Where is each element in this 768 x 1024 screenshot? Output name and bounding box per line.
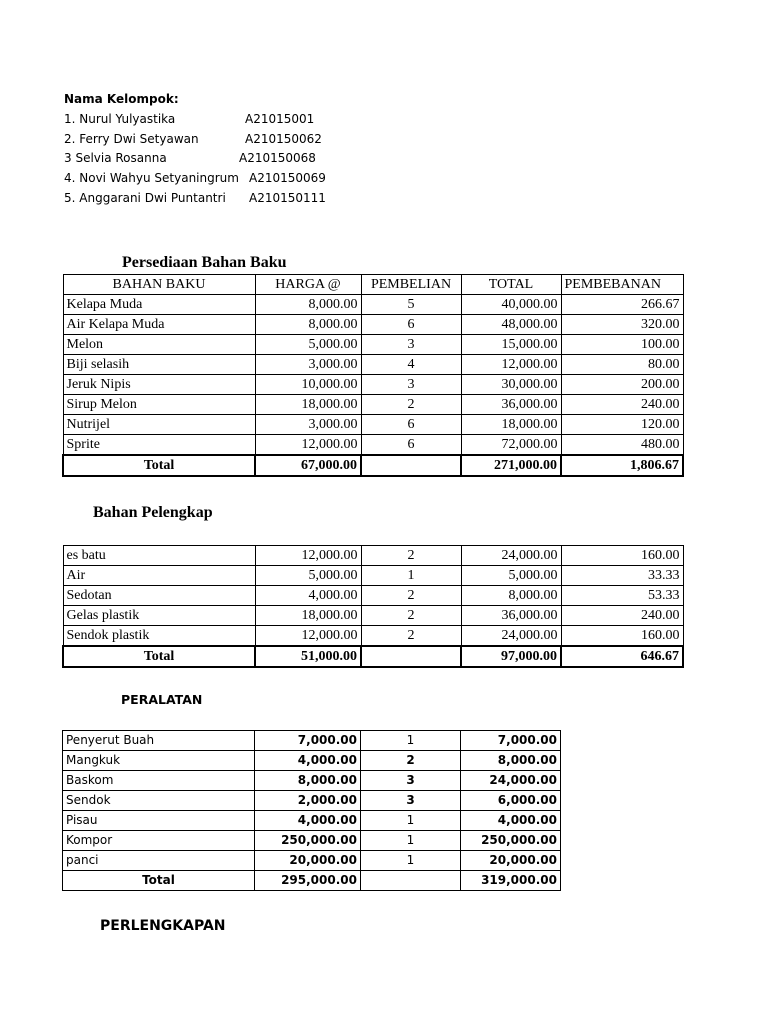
total-price: 4,000.00 — [461, 811, 561, 831]
quantity: 2 — [361, 606, 461, 626]
allocation: 320.00 — [561, 315, 683, 335]
item-name: Melon — [63, 335, 255, 355]
table-row — [63, 731, 561, 751]
total-price: 6,000.00 — [461, 791, 561, 811]
total-price: 40,000.00 — [461, 295, 561, 315]
unit-price: 10,000.00 — [255, 375, 361, 395]
table-row — [63, 851, 561, 871]
item-name: Sirup Melon — [63, 395, 255, 415]
perlengkapan-title: PERLENGKAPAN — [100, 918, 226, 934]
quantity: 2 — [361, 751, 461, 771]
unit-price: 20,000.00 — [255, 851, 361, 871]
table-row — [63, 751, 561, 771]
quantity: 2 — [361, 546, 461, 566]
group-members — [64, 90, 326, 209]
total-price: 271,000.00 — [461, 455, 561, 476]
total-unit-price: 67,000.00 — [255, 455, 361, 476]
quantity: 1 — [361, 831, 461, 851]
quantity: 3 — [361, 771, 461, 791]
table-row — [63, 626, 683, 647]
bahan-baku-table — [62, 274, 684, 477]
member-row — [64, 110, 315, 130]
group-heading: Nama Kelompok: — [64, 92, 179, 106]
table-row — [63, 606, 683, 626]
item-name: Pisau — [63, 811, 255, 831]
total-unit-price: 295,000.00 — [255, 871, 361, 891]
table-row — [63, 771, 561, 791]
quantity: 1 — [361, 566, 461, 586]
item-name: Jeruk Nipis — [63, 375, 255, 395]
item-name: Biji selasih — [63, 355, 255, 375]
allocation: 480.00 — [561, 435, 683, 456]
bahan-baku-title: Persediaan Bahan Baku — [122, 254, 287, 271]
table-row — [63, 546, 683, 566]
member-row — [64, 130, 322, 150]
unit-price: 250,000.00 — [255, 831, 361, 851]
table-row — [63, 295, 683, 315]
unit-price: 18,000.00 — [255, 606, 361, 626]
member-id: A210150062 — [245, 131, 322, 146]
total-label: Total — [63, 455, 255, 476]
total-row — [63, 871, 561, 891]
unit-price: 8,000.00 — [255, 771, 361, 791]
member-id: A210150068 — [239, 151, 316, 166]
quantity: 3 — [361, 335, 461, 355]
item-name: Sendok plastik — [63, 626, 255, 647]
item-name: Air Kelapa Muda — [63, 315, 255, 335]
total-row — [63, 646, 683, 667]
total-price: 48,000.00 — [461, 315, 561, 335]
total-label: Total — [63, 646, 255, 667]
quantity: 3 — [361, 375, 461, 395]
column-header: BAHAN BAKU — [63, 275, 255, 295]
allocation: 100.00 — [561, 335, 683, 355]
total-quantity — [361, 871, 461, 891]
quantity: 6 — [361, 435, 461, 456]
item-name: Mangkuk — [63, 751, 255, 771]
allocation: 33.33 — [561, 566, 683, 586]
member-row — [64, 149, 316, 169]
total-row — [63, 455, 683, 476]
item-name: Sedotan — [63, 586, 255, 606]
allocation: 240.00 — [561, 606, 683, 626]
table-row — [63, 375, 683, 395]
total-price: 72,000.00 — [461, 435, 561, 456]
quantity: 6 — [361, 415, 461, 435]
total-price: 250,000.00 — [461, 831, 561, 851]
item-name: Sendok — [63, 791, 255, 811]
unit-price: 4,000.00 — [255, 811, 361, 831]
allocation: 200.00 — [561, 375, 683, 395]
total-allocation: 646.67 — [561, 646, 683, 667]
item-name: Penyerut Buah — [63, 731, 255, 751]
total-price: 24,000.00 — [461, 626, 561, 647]
allocation: 80.00 — [561, 355, 683, 375]
quantity: 6 — [361, 315, 461, 335]
quantity: 1 — [361, 811, 461, 831]
member-id: A210150111 — [249, 190, 326, 205]
item-name: Kelapa Muda — [63, 295, 255, 315]
total-allocation: 1,806.67 — [561, 455, 683, 476]
total-price: 8,000.00 — [461, 751, 561, 771]
unit-price: 12,000.00 — [255, 435, 361, 456]
unit-price: 18,000.00 — [255, 395, 361, 415]
unit-price: 3,000.00 — [255, 355, 361, 375]
member-row — [64, 189, 326, 209]
item-name: Gelas plastik — [63, 606, 255, 626]
member-name: 2. Ferry Dwi Setyawan — [64, 131, 199, 146]
total-price: 18,000.00 — [461, 415, 561, 435]
table-row — [63, 831, 561, 851]
total-price: 30,000.00 — [461, 375, 561, 395]
total-label: Total — [63, 871, 255, 891]
table-row — [63, 355, 683, 375]
total-price: 12,000.00 — [461, 355, 561, 375]
table-row — [63, 415, 683, 435]
quantity: 1 — [361, 851, 461, 871]
total-quantity — [361, 646, 461, 667]
unit-price: 5,000.00 — [255, 566, 361, 586]
allocation: 53.33 — [561, 586, 683, 606]
allocation: 160.00 — [561, 626, 683, 647]
table-row — [63, 586, 683, 606]
unit-price: 8,000.00 — [255, 315, 361, 335]
member-name: 3 Selvia Rosanna — [64, 151, 167, 166]
unit-price: 4,000.00 — [255, 751, 361, 771]
allocation: 240.00 — [561, 395, 683, 415]
item-name: panci — [63, 851, 255, 871]
column-header: TOTAL — [461, 275, 561, 295]
member-row — [64, 169, 326, 189]
allocation: 266.67 — [561, 295, 683, 315]
item-name: Air — [63, 566, 255, 586]
quantity: 3 — [361, 791, 461, 811]
table-header-row — [63, 275, 683, 295]
quantity: 2 — [361, 586, 461, 606]
item-name: Baskom — [63, 771, 255, 791]
quantity: 5 — [361, 295, 461, 315]
unit-price: 12,000.00 — [255, 626, 361, 647]
quantity: 1 — [361, 731, 461, 751]
member-id: A21015001 — [245, 111, 315, 126]
table-row — [63, 566, 683, 586]
unit-price: 3,000.00 — [255, 415, 361, 435]
bahan-pelengkap-table — [62, 545, 684, 668]
total-unit-price: 51,000.00 — [255, 646, 361, 667]
total-quantity — [361, 455, 461, 476]
table-row — [63, 395, 683, 415]
member-name: 5. Anggarani Dwi Puntantri — [64, 190, 226, 205]
total-price: 5,000.00 — [461, 566, 561, 586]
unit-price: 12,000.00 — [255, 546, 361, 566]
total-price: 24,000.00 — [461, 771, 561, 791]
member-id: A210150069 — [249, 171, 326, 186]
member-name: 1. Nurul Yulyastika — [64, 111, 176, 126]
unit-price: 8,000.00 — [255, 295, 361, 315]
total-price: 319,000.00 — [461, 871, 561, 891]
total-price: 97,000.00 — [461, 646, 561, 667]
total-price: 7,000.00 — [461, 731, 561, 751]
total-price: 20,000.00 — [461, 851, 561, 871]
quantity: 2 — [361, 626, 461, 647]
total-price: 8,000.00 — [461, 586, 561, 606]
column-header: PEMBEBANAN — [561, 275, 683, 295]
table-row — [63, 315, 683, 335]
item-name: Nutrijel — [63, 415, 255, 435]
column-header: PEMBELIAN — [361, 275, 461, 295]
item-name: Sprite — [63, 435, 255, 456]
quantity: 2 — [361, 395, 461, 415]
unit-price: 2,000.00 — [255, 791, 361, 811]
item-name: es batu — [63, 546, 255, 566]
total-price: 15,000.00 — [461, 335, 561, 355]
table-row — [63, 791, 561, 811]
total-price: 24,000.00 — [461, 546, 561, 566]
unit-price: 7,000.00 — [255, 731, 361, 751]
bahan-pelengkap-title: Bahan Pelengkap — [93, 504, 213, 521]
peralatan-table — [62, 730, 561, 891]
table-row — [63, 811, 561, 831]
allocation: 160.00 — [561, 546, 683, 566]
quantity: 4 — [361, 355, 461, 375]
peralatan-title: PERALATAN — [121, 692, 203, 707]
column-header: HARGA @ — [255, 275, 361, 295]
table-row — [63, 335, 683, 355]
total-price: 36,000.00 — [461, 606, 561, 626]
allocation: 120.00 — [561, 415, 683, 435]
total-price: 36,000.00 — [461, 395, 561, 415]
item-name: Kompor — [63, 831, 255, 851]
table-row — [63, 435, 683, 456]
unit-price: 5,000.00 — [255, 335, 361, 355]
member-name: 4. Novi Wahyu Setyaningrum — [64, 171, 239, 186]
unit-price: 4,000.00 — [255, 586, 361, 606]
